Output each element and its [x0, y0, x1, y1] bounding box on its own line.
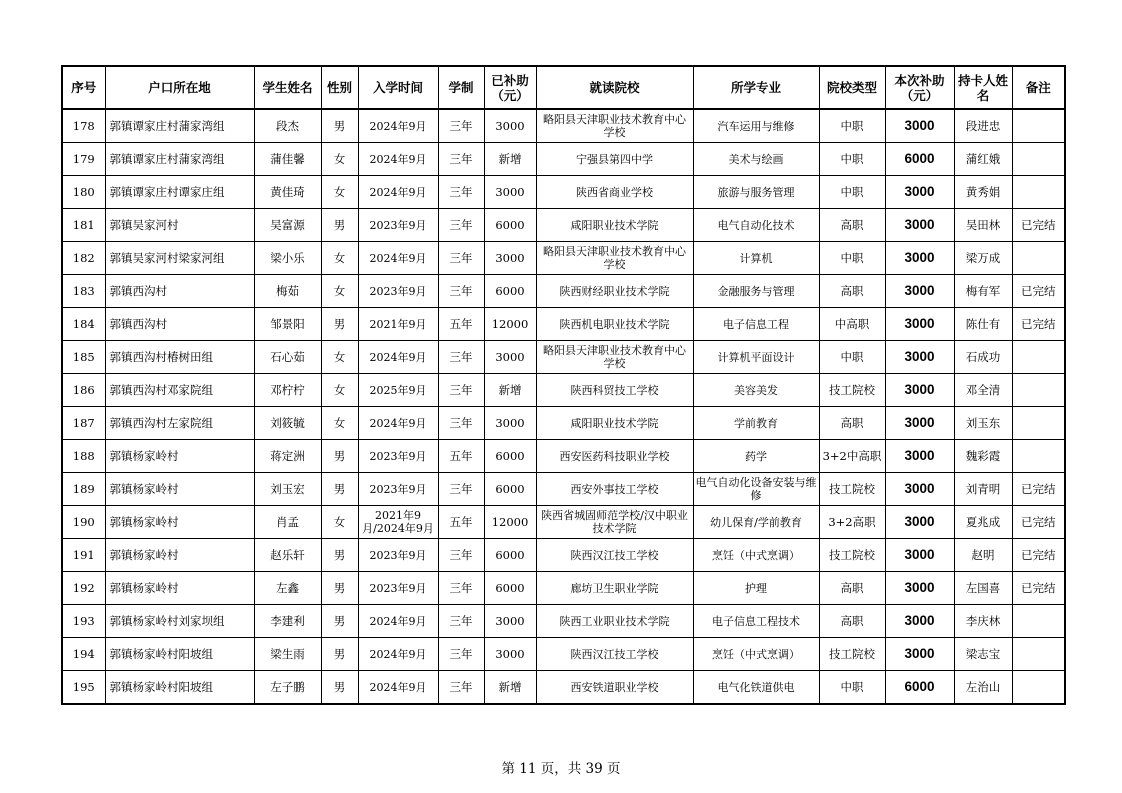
cardholder-cell: 左治山: [954, 671, 1012, 705]
school-cell: 西安医药科技职业学校: [536, 440, 693, 473]
school-type-cell: 中职: [819, 242, 885, 275]
prior-subsidy-cell: 新增: [484, 374, 536, 407]
cardholder-cell: 蒲红娥: [954, 143, 1012, 176]
remarks-cell: [1012, 176, 1065, 209]
major-cell: 幼儿保育/学前教育: [693, 506, 819, 539]
cardholder-cell: 梁志宝: [954, 638, 1012, 671]
gender-cell: 男: [321, 671, 358, 705]
table-row: [62, 506, 1065, 539]
remarks-cell: 已完结: [1012, 308, 1065, 341]
table-row: [62, 539, 1065, 572]
hukou-cell: 郭镇谭家庄村蒲家湾组: [105, 143, 254, 176]
remarks-cell: [1012, 407, 1065, 440]
duration-cell: 三年: [438, 209, 484, 242]
major-cell: 烹饪（中式烹调）: [693, 539, 819, 572]
school-cell: 陕西工业职业技术学院: [536, 605, 693, 638]
col-header-duration: 学制: [438, 66, 484, 109]
school-type-cell: 高职: [819, 605, 885, 638]
school-type-cell: 中职: [819, 341, 885, 374]
gender-cell: 女: [321, 374, 358, 407]
table-row: [62, 176, 1065, 209]
student-name-cell: 邓柠柠: [254, 374, 321, 407]
school-type-cell: 中职: [819, 143, 885, 176]
school-cell: 咸阳职业技术学院: [536, 209, 693, 242]
current-subsidy-cell: 3000: [885, 605, 954, 638]
student-name-cell: 梁生雨: [254, 638, 321, 671]
hukou-cell: 郭镇西沟村: [105, 275, 254, 308]
remarks-cell: 已完结: [1012, 572, 1065, 605]
current-subsidy-cell: 3000: [885, 209, 954, 242]
enroll-time-cell: 2024年9月: [358, 109, 438, 143]
duration-cell: 五年: [438, 440, 484, 473]
student-subsidy-table-container: [61, 65, 1066, 705]
major-cell: 电气自动化技术: [693, 209, 819, 242]
prior-subsidy-cell: 3000: [484, 638, 536, 671]
student-subsidy-table: [61, 65, 1066, 705]
duration-cell: 三年: [438, 109, 484, 143]
enroll-time-cell: 2024年9月: [358, 242, 438, 275]
table-body: [62, 109, 1065, 704]
school-cell: 西安外事技工学校: [536, 473, 693, 506]
index-cell: 193: [62, 605, 105, 638]
duration-cell: 三年: [438, 407, 484, 440]
school-cell: 陕西省城固师范学校/汉中职业技术学院: [536, 506, 693, 539]
duration-cell: 三年: [438, 143, 484, 176]
cardholder-cell: 刘青明: [954, 473, 1012, 506]
gender-cell: 女: [321, 242, 358, 275]
hukou-cell: 郭镇杨家岭村: [105, 473, 254, 506]
hukou-cell: 郭镇西沟村邓家院组: [105, 374, 254, 407]
duration-cell: 三年: [438, 374, 484, 407]
remarks-cell: 已完结: [1012, 539, 1065, 572]
student-name-cell: 黄佳琦: [254, 176, 321, 209]
gender-cell: 男: [321, 539, 358, 572]
current-subsidy-cell: 3000: [885, 308, 954, 341]
student-name-cell: 蒲佳馨: [254, 143, 321, 176]
table-row: [62, 605, 1065, 638]
index-cell: 178: [62, 109, 105, 143]
prior-subsidy-cell: 3000: [484, 109, 536, 143]
current-subsidy-cell: 3000: [885, 407, 954, 440]
school-cell: 宁强县第四中学: [536, 143, 693, 176]
student-name-cell: 肖孟: [254, 506, 321, 539]
enroll-time-cell: 2025年9月: [358, 374, 438, 407]
table-row: [62, 473, 1065, 506]
duration-cell: 三年: [438, 605, 484, 638]
cardholder-cell: 邓全清: [954, 374, 1012, 407]
index-cell: 194: [62, 638, 105, 671]
school-type-cell: 中职: [819, 109, 885, 143]
gender-cell: 男: [321, 440, 358, 473]
gender-cell: 男: [321, 572, 358, 605]
hukou-cell: 郭镇杨家岭村: [105, 572, 254, 605]
enroll-time-cell: 2021年9月: [358, 308, 438, 341]
col-header-school: 就读院校: [536, 66, 693, 109]
school-type-cell: 3+2高职: [819, 506, 885, 539]
enroll-time-cell: 2023年9月: [358, 539, 438, 572]
hukou-cell: 郭镇杨家岭村: [105, 539, 254, 572]
gender-cell: 女: [321, 176, 358, 209]
school-cell: 陕西财经职业技术学院: [536, 275, 693, 308]
index-cell: 187: [62, 407, 105, 440]
current-subsidy-cell: 3000: [885, 440, 954, 473]
col-header-hukou: 户口所在地: [105, 66, 254, 109]
index-cell: 181: [62, 209, 105, 242]
cardholder-cell: 吴田林: [954, 209, 1012, 242]
current-subsidy-cell: 6000: [885, 143, 954, 176]
student-name-cell: 李建利: [254, 605, 321, 638]
school-type-cell: 技工院校: [819, 374, 885, 407]
student-name-cell: 梁小乐: [254, 242, 321, 275]
current-subsidy-cell: 3000: [885, 539, 954, 572]
hukou-cell: 郭镇吴家河村梁家河组: [105, 242, 254, 275]
cardholder-cell: 魏彩霞: [954, 440, 1012, 473]
major-cell: 计算机平面设计: [693, 341, 819, 374]
table-row: [62, 572, 1065, 605]
current-subsidy-cell: 6000: [885, 671, 954, 705]
gender-cell: 女: [321, 506, 358, 539]
index-cell: 188: [62, 440, 105, 473]
major-cell: 烹饪（中式烹调）: [693, 638, 819, 671]
duration-cell: 五年: [438, 308, 484, 341]
current-subsidy-cell: 3000: [885, 275, 954, 308]
gender-cell: 女: [321, 275, 358, 308]
school-cell: 略阳县天津职业技术教育中心学校: [536, 341, 693, 374]
current-subsidy-cell: 3000: [885, 242, 954, 275]
enroll-time-cell: 2023年9月: [358, 275, 438, 308]
gender-cell: 女: [321, 341, 358, 374]
cardholder-cell: 石成功: [954, 341, 1012, 374]
gender-cell: 男: [321, 605, 358, 638]
col-header-cardholder: 持卡人姓名: [954, 66, 1012, 109]
cardholder-cell: 赵明: [954, 539, 1012, 572]
enroll-time-cell: 2024年9月: [358, 341, 438, 374]
major-cell: 药学: [693, 440, 819, 473]
table-row: [62, 407, 1065, 440]
col-header-prior-subsidy: 已补助（元）: [484, 66, 536, 109]
hukou-cell: 郭镇谭家庄村蒲家湾组: [105, 109, 254, 143]
school-cell: 陕西省商业学校: [536, 176, 693, 209]
major-cell: 美容美发: [693, 374, 819, 407]
student-name-cell: 刘筱毓: [254, 407, 321, 440]
table-row: [62, 308, 1065, 341]
prior-subsidy-cell: 新增: [484, 143, 536, 176]
index-cell: 182: [62, 242, 105, 275]
major-cell: 金融服务与管理: [693, 275, 819, 308]
cardholder-cell: 梁万成: [954, 242, 1012, 275]
index-cell: 185: [62, 341, 105, 374]
prior-subsidy-cell: 6000: [484, 209, 536, 242]
page-footer: 第 11 页，共 39 页: [501, 761, 621, 777]
index-cell: 179: [62, 143, 105, 176]
remarks-cell: [1012, 242, 1065, 275]
index-cell: 180: [62, 176, 105, 209]
major-cell: 电子信息工程技术: [693, 605, 819, 638]
remarks-cell: 已完结: [1012, 275, 1065, 308]
student-name-cell: 吴富源: [254, 209, 321, 242]
current-subsidy-cell: 3000: [885, 341, 954, 374]
gender-cell: 男: [321, 209, 358, 242]
table-row: [62, 638, 1065, 671]
enroll-time-cell: 2024年9月: [358, 671, 438, 705]
remarks-cell: 已完结: [1012, 473, 1065, 506]
school-type-cell: 中职: [819, 176, 885, 209]
duration-cell: 三年: [438, 242, 484, 275]
prior-subsidy-cell: 6000: [484, 539, 536, 572]
gender-cell: 男: [321, 308, 358, 341]
gender-cell: 男: [321, 473, 358, 506]
major-cell: 汽车运用与维修: [693, 109, 819, 143]
cardholder-cell: 刘玉东: [954, 407, 1012, 440]
major-cell: 电气化铁道供电: [693, 671, 819, 705]
school-type-cell: 技工院校: [819, 539, 885, 572]
prior-subsidy-cell: 3000: [484, 341, 536, 374]
hukou-cell: 郭镇杨家岭村阳坡组: [105, 671, 254, 705]
hukou-cell: 郭镇西沟村: [105, 308, 254, 341]
major-cell: 计算机: [693, 242, 819, 275]
student-name-cell: 邹景阳: [254, 308, 321, 341]
table-row: [62, 440, 1065, 473]
index-cell: 186: [62, 374, 105, 407]
enroll-time-cell: 2023年9月: [358, 209, 438, 242]
enroll-time-cell: 2024年9月: [358, 407, 438, 440]
school-cell: 略阳县天津职业技术教育中心学校: [536, 242, 693, 275]
duration-cell: 三年: [438, 341, 484, 374]
cardholder-cell: 梅有军: [954, 275, 1012, 308]
duration-cell: 三年: [438, 572, 484, 605]
current-subsidy-cell: 3000: [885, 638, 954, 671]
cardholder-cell: 夏兆成: [954, 506, 1012, 539]
student-name-cell: 左鑫: [254, 572, 321, 605]
hukou-cell: 郭镇杨家岭村刘家坝组: [105, 605, 254, 638]
hukou-cell: 郭镇西沟村椿树田组: [105, 341, 254, 374]
student-name-cell: 梅茹: [254, 275, 321, 308]
hukou-cell: 郭镇杨家岭村阳坡组: [105, 638, 254, 671]
col-header-student-name: 学生姓名: [254, 66, 321, 109]
prior-subsidy-cell: 3000: [484, 176, 536, 209]
hukou-cell: 郭镇西沟村左家院组: [105, 407, 254, 440]
hukou-cell: 郭镇杨家岭村: [105, 440, 254, 473]
duration-cell: 三年: [438, 473, 484, 506]
duration-cell: 三年: [438, 275, 484, 308]
gender-cell: 女: [321, 407, 358, 440]
index-cell: 190: [62, 506, 105, 539]
table-row: [62, 671, 1065, 705]
school-type-cell: 高职: [819, 275, 885, 308]
major-cell: 电气自动化设备安装与维修: [693, 473, 819, 506]
table-header-row: [62, 66, 1065, 109]
school-cell: 咸阳职业技术学院: [536, 407, 693, 440]
school-type-cell: 技工院校: [819, 638, 885, 671]
prior-subsidy-cell: 12000: [484, 308, 536, 341]
major-cell: 旅游与服务管理: [693, 176, 819, 209]
current-subsidy-cell: 3000: [885, 473, 954, 506]
index-cell: 191: [62, 539, 105, 572]
school-cell: 西安铁道职业学校: [536, 671, 693, 705]
prior-subsidy-cell: 新增: [484, 671, 536, 705]
enroll-time-cell: 2023年9月: [358, 572, 438, 605]
current-subsidy-cell: 3000: [885, 176, 954, 209]
table-row: [62, 242, 1065, 275]
major-cell: 护理: [693, 572, 819, 605]
school-cell: 陕西机电职业技术学院: [536, 308, 693, 341]
current-subsidy-cell: 3000: [885, 374, 954, 407]
current-subsidy-cell: 3000: [885, 572, 954, 605]
remarks-cell: [1012, 341, 1065, 374]
cardholder-cell: 李庆林: [954, 605, 1012, 638]
enroll-time-cell: 2021年9月/2024年9月: [358, 506, 438, 539]
prior-subsidy-cell: 3000: [484, 605, 536, 638]
table-row: [62, 109, 1065, 143]
hukou-cell: 郭镇杨家岭村: [105, 506, 254, 539]
hukou-cell: 郭镇谭家庄村谭家庄组: [105, 176, 254, 209]
prior-subsidy-cell: 6000: [484, 440, 536, 473]
student-name-cell: 段杰: [254, 109, 321, 143]
col-header-school-type: 院校类型: [819, 66, 885, 109]
duration-cell: 三年: [438, 671, 484, 705]
school-type-cell: 3+2中高职: [819, 440, 885, 473]
col-header-enroll-time: 入学时间: [358, 66, 438, 109]
school-type-cell: 中职: [819, 671, 885, 705]
major-cell: 电子信息工程: [693, 308, 819, 341]
enroll-time-cell: 2024年9月: [358, 605, 438, 638]
index-cell: 189: [62, 473, 105, 506]
current-subsidy-cell: 3000: [885, 109, 954, 143]
remarks-cell: [1012, 671, 1065, 705]
cardholder-cell: 段进忠: [954, 109, 1012, 143]
prior-subsidy-cell: 6000: [484, 275, 536, 308]
school-cell: 陕西汉江技工学校: [536, 638, 693, 671]
school-type-cell: 高职: [819, 407, 885, 440]
prior-subsidy-cell: 6000: [484, 473, 536, 506]
duration-cell: 三年: [438, 638, 484, 671]
remarks-cell: 已完结: [1012, 209, 1065, 242]
table-row: [62, 341, 1065, 374]
school-type-cell: 高职: [819, 209, 885, 242]
school-cell: 略阳县天津职业技术教育中心学校: [536, 109, 693, 143]
table-row: [62, 209, 1065, 242]
index-cell: 192: [62, 572, 105, 605]
school-type-cell: 中高职: [819, 308, 885, 341]
student-name-cell: 刘玉宏: [254, 473, 321, 506]
index-cell: 195: [62, 671, 105, 705]
prior-subsidy-cell: 3000: [484, 242, 536, 275]
enroll-time-cell: 2024年9月: [358, 176, 438, 209]
gender-cell: 男: [321, 109, 358, 143]
prior-subsidy-cell: 3000: [484, 407, 536, 440]
school-cell: 廊坊卫生职业学院: [536, 572, 693, 605]
prior-subsidy-cell: 6000: [484, 572, 536, 605]
cardholder-cell: 陈仕有: [954, 308, 1012, 341]
enroll-time-cell: 2024年9月: [358, 638, 438, 671]
duration-cell: 三年: [438, 176, 484, 209]
current-subsidy-cell: 3000: [885, 506, 954, 539]
col-header-current-subsidy: 本次补助（元）: [885, 66, 954, 109]
enroll-time-cell: 2023年9月: [358, 440, 438, 473]
index-cell: 183: [62, 275, 105, 308]
hukou-cell: 郭镇吴家河村: [105, 209, 254, 242]
remarks-cell: [1012, 440, 1065, 473]
remarks-cell: [1012, 374, 1065, 407]
table-row: [62, 275, 1065, 308]
gender-cell: 男: [321, 638, 358, 671]
prior-subsidy-cell: 12000: [484, 506, 536, 539]
enroll-time-cell: 2023年9月: [358, 473, 438, 506]
col-header-remarks: 备注: [1012, 66, 1065, 109]
remarks-cell: [1012, 143, 1065, 176]
table-row: [62, 374, 1065, 407]
student-name-cell: 蒋定洲: [254, 440, 321, 473]
remarks-cell: [1012, 638, 1065, 671]
school-cell: 陕西科贸技工学校: [536, 374, 693, 407]
school-cell: 陕西汉江技工学校: [536, 539, 693, 572]
index-cell: 184: [62, 308, 105, 341]
col-header-index: 序号: [62, 66, 105, 109]
remarks-cell: 已完结: [1012, 506, 1065, 539]
col-header-gender: 性别: [321, 66, 358, 109]
cardholder-cell: 左国喜: [954, 572, 1012, 605]
gender-cell: 女: [321, 143, 358, 176]
student-name-cell: 赵乐轩: [254, 539, 321, 572]
school-type-cell: 技工院校: [819, 473, 885, 506]
col-header-major: 所学专业: [693, 66, 819, 109]
enroll-time-cell: 2024年9月: [358, 143, 438, 176]
major-cell: 美术与绘画: [693, 143, 819, 176]
duration-cell: 三年: [438, 539, 484, 572]
school-type-cell: 高职: [819, 572, 885, 605]
cardholder-cell: 黄秀娟: [954, 176, 1012, 209]
duration-cell: 五年: [438, 506, 484, 539]
remarks-cell: [1012, 109, 1065, 143]
student-name-cell: 石心茹: [254, 341, 321, 374]
major-cell: 学前教育: [693, 407, 819, 440]
student-name-cell: 左子鹏: [254, 671, 321, 705]
remarks-cell: [1012, 605, 1065, 638]
table-row: [62, 143, 1065, 176]
